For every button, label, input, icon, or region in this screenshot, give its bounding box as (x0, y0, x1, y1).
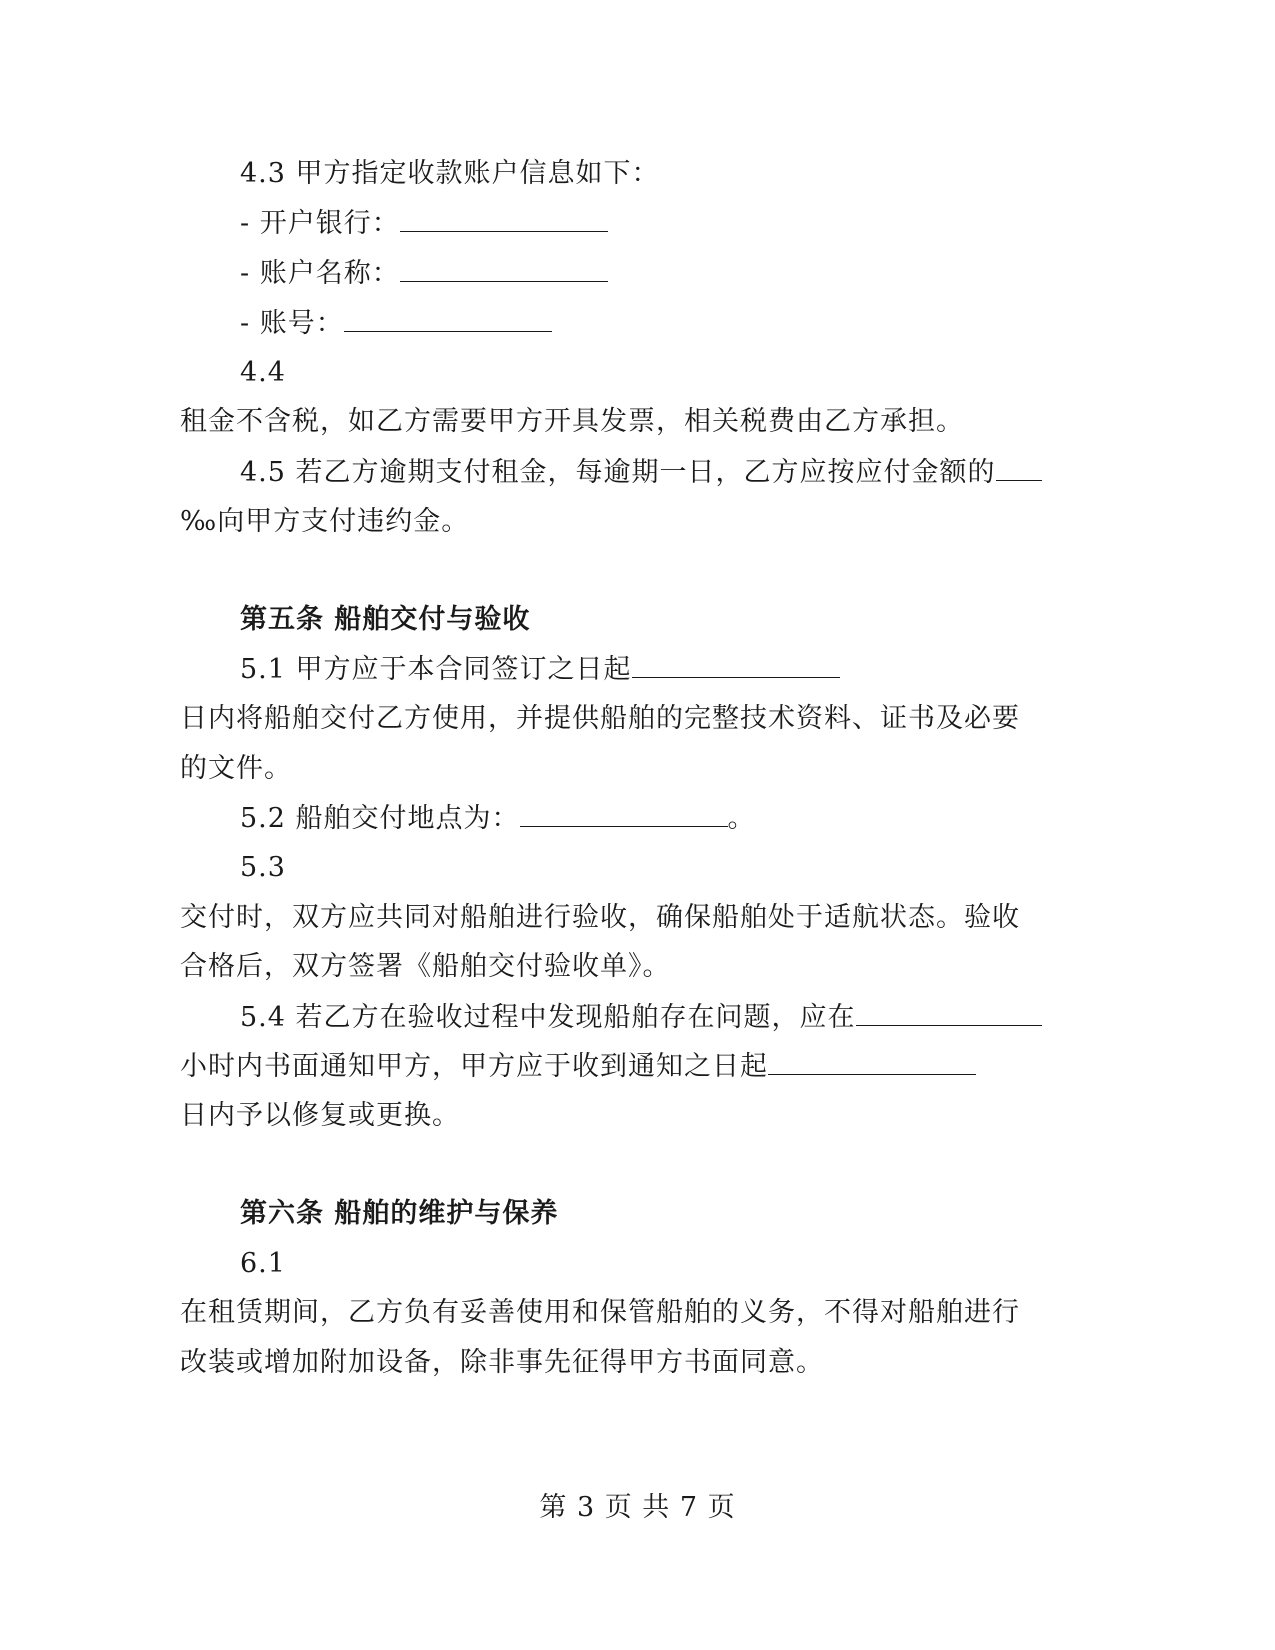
bank-field (240, 205, 1120, 242)
bank-label: - 开户银行： (240, 208, 400, 239)
clause-5-4-line-2 (180, 1048, 1060, 1085)
clause-number: 4.4 (240, 357, 286, 388)
delivery-days-blank (632, 651, 840, 678)
heading-text: 第六条 船舶的维护与保养 (240, 1198, 559, 1229)
clause-text: 4.5 若乙方逾期支付租金，每逾期一日，乙方应按应付金额的 (240, 457, 996, 488)
clause-5-3-line-2 (180, 949, 1060, 985)
clause-5-3-number (240, 850, 1120, 886)
penalty-rate-blank (996, 454, 1042, 481)
clause-text: 5.2 船舶交付地点为： (240, 803, 520, 834)
clause-text: ‰向甲方支付违约金。 (180, 506, 470, 537)
section-heading-6 (240, 1196, 1120, 1232)
bank-blank (400, 205, 608, 232)
account-name-field (240, 255, 1120, 292)
clause-text: 5.1 甲方应于本合同签订之日起 (240, 654, 632, 685)
account-number-label: - 账号： (240, 308, 344, 339)
clause-text: 改装或增加附加设备，除非事先征得甲方书面同意。 (180, 1347, 824, 1378)
clause-text: 的文件。 (180, 753, 292, 784)
account-name-label: - 账户名称： (240, 258, 400, 289)
clause-text: 交付时，双方应共同对船舶进行验收，确保船舶处于适航状态。验收 (180, 902, 1020, 933)
clause-4-4-text (180, 404, 1060, 440)
heading-text: 第五条 船舶交付与验收 (240, 604, 531, 635)
page-footer (0, 1490, 1275, 1526)
clause-4-3 (240, 156, 1120, 192)
clause-5-1-line-1 (240, 651, 1120, 688)
clause-5-2 (240, 800, 1120, 837)
clause-text-end: 。 (727, 803, 756, 834)
delivery-location-blank (520, 800, 728, 827)
clause-5-1-line-3 (180, 751, 1060, 787)
clause-text: 日内予以修复或更换。 (180, 1100, 460, 1131)
clause-text: 小时内书面通知甲方，甲方应于收到通知之日起 (180, 1051, 768, 1082)
clause-6-1-line-2 (180, 1345, 1060, 1381)
clause-text: 日内将船舶交付乙方使用，并提供船舶的完整技术资料、证书及必要 (180, 703, 1020, 734)
clause-6-1-line-1 (180, 1295, 1060, 1331)
clause-text: 合格后，双方签署《船舶交付验收单》。 (180, 951, 671, 982)
clause-5-4-line-1 (240, 999, 1120, 1036)
clause-4-5-line-1 (240, 454, 1120, 491)
section-heading-5 (240, 602, 1120, 638)
clause-6-1-number (240, 1246, 1120, 1282)
page-number: 第 3 页 共 7 页 (539, 1492, 736, 1523)
clause-5-1-line-2 (180, 701, 1060, 737)
clause-5-4-line-3 (180, 1098, 1060, 1134)
clause-text: 5.4 若乙方在验收过程中发现船舶存在问题，应在 (240, 1002, 856, 1033)
clause-number: 6.1 (240, 1248, 286, 1279)
repair-days-blank (768, 1048, 976, 1075)
notice-hours-blank (856, 999, 1042, 1026)
clause-text: 在租赁期间，乙方负有妥善使用和保管船舶的义务，不得对船舶进行 (180, 1297, 1020, 1328)
account-number-blank (344, 305, 552, 332)
clause-4-5-line-2 (180, 504, 1060, 540)
clause-5-3-line-1 (180, 900, 1060, 936)
clause-text: 4.3 甲方指定收款账户信息如下： (240, 158, 660, 189)
account-number-field (240, 305, 1120, 342)
account-name-blank (400, 255, 608, 282)
clause-text: 租金不含税，如乙方需要甲方开具发票，相关税费由乙方承担。 (180, 406, 964, 437)
clause-4-4-number (240, 355, 1120, 391)
clause-number: 5.3 (240, 852, 286, 883)
